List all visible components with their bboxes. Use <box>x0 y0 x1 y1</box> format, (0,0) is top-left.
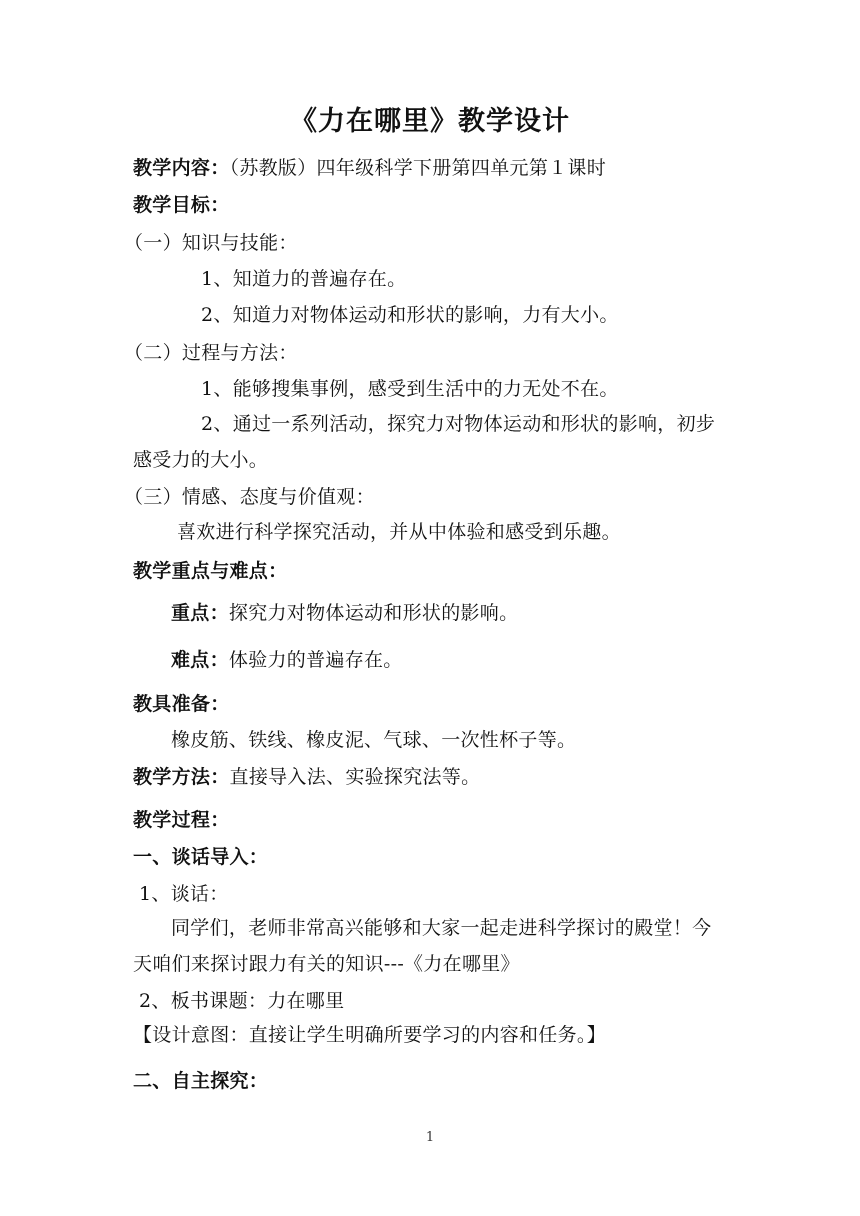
teaching-content-text: （苏教版）四年级科学下册第四单元第１课时 <box>229 157 607 179</box>
page-number: 1 <box>425 1130 435 1145</box>
goal1-item2: 2、知道力对物体运动和形状的影响，力有大小。 <box>201 304 619 326</box>
section2-heading: 二、自主探究： <box>133 1070 269 1092</box>
goal2-heading: （二）过程与方法： <box>124 342 298 364</box>
goal1-item1: 1、知道力的普遍存在。 <box>201 268 407 290</box>
methods-text: 直接导入法、实验探究法等。 <box>229 766 481 788</box>
document-title: 《力在哪里》教学设计 <box>290 106 570 137</box>
process-label: 教学过程： <box>133 809 230 831</box>
difficulty-label: 难点： <box>171 649 229 671</box>
teaching-goals-label: 教学目标： <box>133 194 230 216</box>
focus-line <box>171 599 518 627</box>
goal2-item2-line1: 2、通过一系列活动，探究力对物体运动和形状的影响，初步 <box>201 413 716 435</box>
section1-paragraph-line2: 天咱们来探讨跟力有关的知识---《力在哪里》 <box>133 953 520 975</box>
goal2-item1: 1、能够搜集事例，感受到生活中的力无处不在。 <box>201 378 619 400</box>
section1-paragraph-line1: 同学们，老师非常高兴能够和大家一起走进科学探讨的殿堂！今 <box>171 917 712 939</box>
focus-text: 探究力对物体运动和形状的影响。 <box>228 602 519 624</box>
difficulty-line <box>171 646 403 674</box>
goal1-heading: （一）知识与技能： <box>124 232 298 254</box>
teaching-content-label: 教学内容： <box>133 157 230 179</box>
goal3-item1: 喜欢进行科学探究活动，并从中体验和感受到乐趣。 <box>177 521 621 543</box>
materials-text: 橡皮筋、铁线、橡皮泥、气球、一次性杯子等。 <box>171 729 577 751</box>
materials-label: 教具准备： <box>133 693 230 715</box>
goal2-item2-line2: 感受力的大小。 <box>133 449 269 471</box>
teaching-content-line <box>133 154 606 182</box>
design-intent: 【设计意图：直接让学生明确所要学习的内容和任务。】 <box>133 1024 607 1046</box>
methods-label: 教学方法： <box>133 766 230 788</box>
focus-label: 重点： <box>171 602 229 624</box>
methods-line <box>133 763 480 791</box>
goal3-heading: （三）情感、态度与价值观： <box>124 486 375 508</box>
section1-item1: 1、谈话： <box>139 883 229 905</box>
keypoints-label: 教学重点与难点： <box>133 560 288 582</box>
difficulty-text: 体验力的普遍存在。 <box>228 649 403 671</box>
section1-heading: 一、谈话导入： <box>133 846 269 868</box>
section1-item2: 2、板书课题：力在哪里 <box>139 990 345 1012</box>
